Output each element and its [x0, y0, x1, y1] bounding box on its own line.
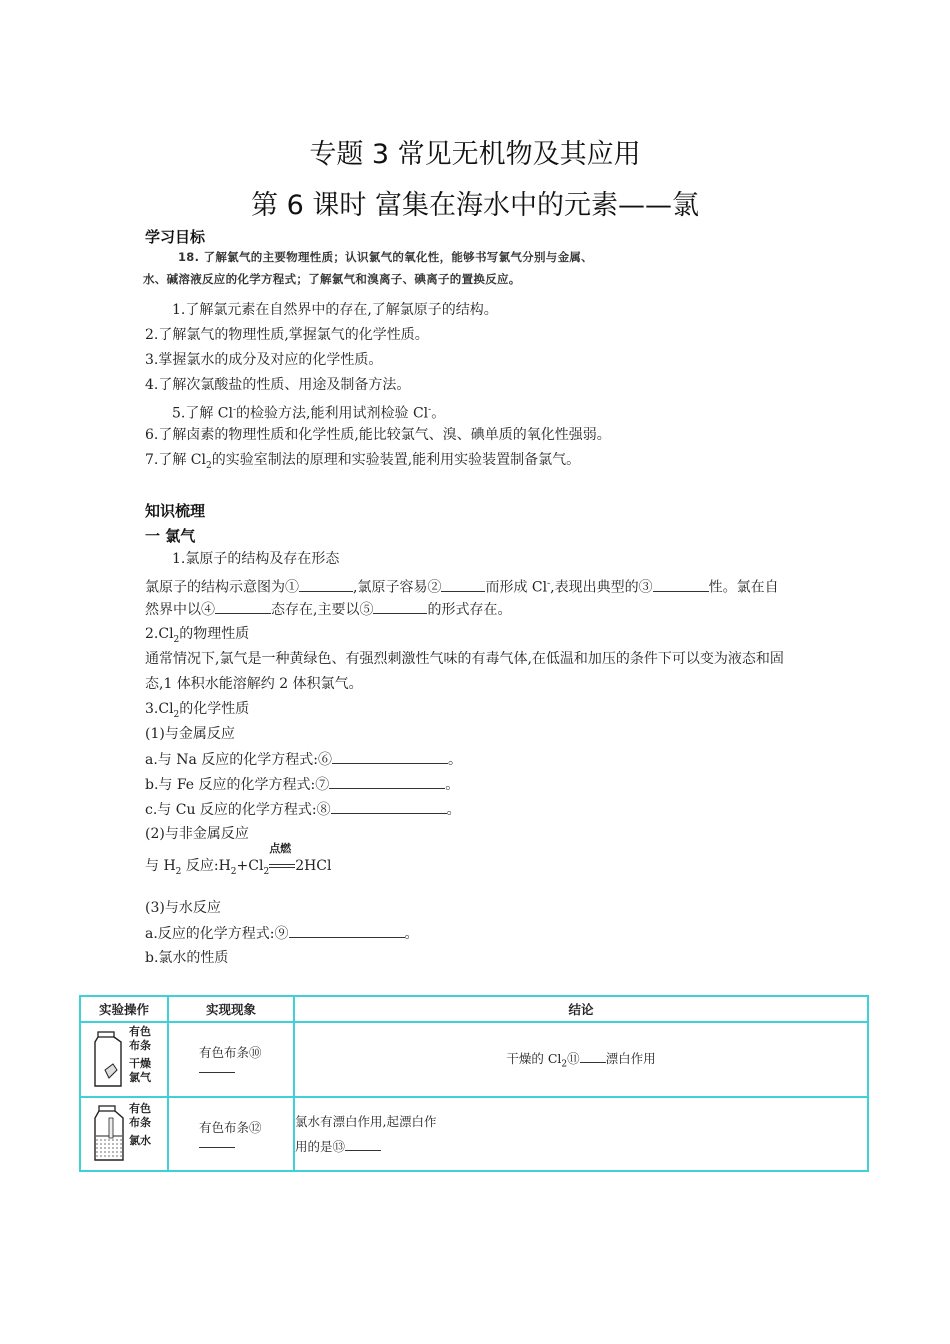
diagram-label: 布条	[129, 1116, 151, 1129]
objectives-heading: 学习目标	[145, 228, 206, 246]
fill-line: a.与 Na 反应的化学方程式:⑥ 。	[145, 749, 462, 770]
objective-item: 4.了解次氯酸盐的性质、用途及制备方法。	[145, 377, 411, 393]
conclusion-cell: 干燥的 $Cl_2⑪$ 漂白作用	[294, 1022, 868, 1097]
blank-3[interactable]	[653, 577, 709, 592]
table-header-row	[80, 996, 868, 1022]
conclusion-line: 氯水有漂白作用,起漂白作	[295, 1114, 437, 1129]
equation: 与 $H_2$ 反应$:H_2+Cl_2$ 点燃 2HCl	[145, 856, 332, 882]
blank-11[interactable]	[580, 1052, 606, 1063]
blank-1[interactable]	[299, 577, 353, 592]
blank-6[interactable]	[332, 749, 448, 764]
knowledge-heading: 知识梳理	[145, 502, 206, 520]
fill-line: 氯原子的结构示意图为① ,氯原子容易② 而形成 Cl-,表现出典型的③ 性。氯在自	[145, 574, 779, 598]
subsection-title: $2.Cl_2$的物理性质	[145, 626, 250, 645]
paragraph: b.氯水的性质	[145, 950, 229, 966]
blank-10[interactable]	[199, 1062, 235, 1073]
blank-5[interactable]	[373, 599, 427, 614]
subsection-title: $3.Cl_2$的化学性质	[145, 701, 250, 720]
scanned-standard	[143, 246, 593, 290]
conclusion-line: 用的是⑬	[295, 1134, 867, 1159]
header-cell: 实现现象	[168, 996, 294, 1022]
phenomenon-cell: 有色布条⑫	[168, 1097, 294, 1171]
fill-line: a.反应的化学方程式:⑨ 。	[145, 923, 419, 944]
scanned-line: 18. 了解氯气的主要物理性质；认识氯气的氧化性，能够书写氯气分别与金属、	[178, 250, 593, 264]
gas-bottle-icon	[91, 1030, 131, 1090]
experiment-table	[79, 995, 869, 1172]
reaction-condition: 点燃	[269, 842, 292, 855]
fill-line: 然界中以④ 态存在,主要以⑤ 的形式存在。	[145, 599, 511, 620]
table-row	[80, 1022, 868, 1097]
paragraph: 态,1 体积水能溶解约 2 体积氯气。	[145, 676, 363, 692]
diagram-label: 有色	[129, 1102, 151, 1115]
blank-7[interactable]	[329, 774, 445, 789]
header-cell: 结论	[294, 996, 868, 1022]
scanned-line: 水、碱溶液反应的化学方程式；了解氯气和溴离子、碘离子的置换反应。	[143, 272, 521, 286]
objective-item: 2.了解氯气的物理性质,掌握氯气的化学性质。	[145, 327, 429, 343]
fill-line: b.与 Fe 反应的化学方程式:⑦ 。	[145, 774, 459, 795]
blank-13[interactable]	[345, 1140, 381, 1151]
header-cell: 实验操作	[80, 996, 168, 1022]
page-title: 专题 3 常见无机物及其应用	[309, 139, 641, 170]
blank-8[interactable]	[331, 799, 447, 814]
paragraph: (2)与非金属反应	[145, 826, 249, 842]
objective-item: 7.了解 $Cl_2$的实验室制法的原理和实验装置,能利用实验装置制备氯气。	[145, 452, 581, 471]
lesson-title: 第 6 课时 富集在海水中的元素——氯	[251, 190, 699, 221]
conclusion-cell	[294, 1097, 868, 1171]
section-chlorine: 一 氯气	[145, 527, 196, 545]
blank-9[interactable]	[289, 923, 405, 938]
subsection-title: 1.氯原子的结构及存在形态	[172, 551, 340, 567]
fill-line: c.与 Cu 反应的化学方程式:⑧ 。	[145, 799, 461, 820]
blank-12[interactable]	[199, 1137, 235, 1148]
objective-item: 5.了解 Cl-的检验方法,能利用试剂检验 Cl-。	[172, 405, 446, 422]
blank-4[interactable]	[215, 599, 271, 614]
dry-chlorine-diagram-cell	[80, 1022, 168, 1097]
diagram-label: 干燥	[129, 1057, 151, 1070]
phenomenon-cell: 有色布条⑩	[168, 1022, 294, 1097]
blank-2[interactable]	[441, 577, 485, 592]
objective-item: 1.了解氯元素在自然界中的存在,了解氯原子的结构。	[172, 302, 498, 318]
objective-item: 3.掌握氯水的成分及对应的化学性质。	[145, 352, 383, 368]
table-row	[80, 1097, 868, 1171]
chlorine-water-diagram-cell	[80, 1097, 168, 1171]
diagram-label: 氯水	[129, 1134, 151, 1147]
diagram-label: 布条	[129, 1039, 151, 1052]
objective-item: 6.了解卤素的物理性质和化学性质,能比较氯气、溴、碘单质的氧化性强弱。	[145, 427, 611, 443]
paragraph: (1)与金属反应	[145, 726, 235, 742]
paragraph: (3)与水反应	[145, 900, 221, 916]
water-bottle-icon	[91, 1104, 131, 1164]
diagram-label: 氯气	[129, 1071, 151, 1084]
diagram-label: 有色	[129, 1025, 151, 1038]
paragraph: 通常情况下,氯气是一种黄绿色、有强烈刺激性气味的有毒气体,在低温和加压的条件下可以变为液态和固	[145, 651, 784, 667]
